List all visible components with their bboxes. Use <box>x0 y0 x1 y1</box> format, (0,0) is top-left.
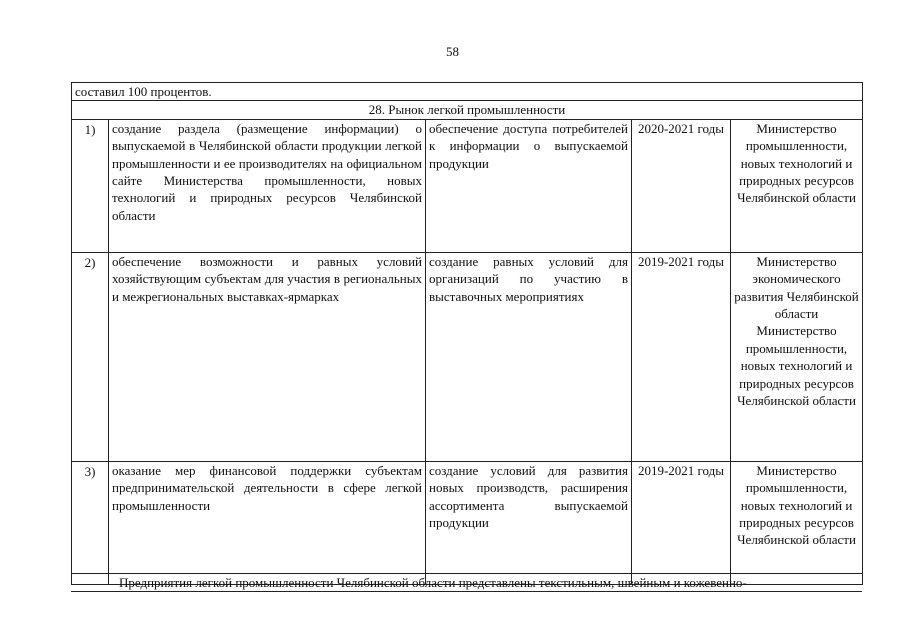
result-cell: создание равных условий для организаций по участию в выставочных мероприятиях <box>426 252 632 461</box>
responsible-cell: Министерство экономического развития Челябинской области Министерство промышленности, новых технологий и природных ресурсов Челябинской области <box>731 252 863 461</box>
row-number: 3) <box>72 461 109 584</box>
period-cell: 2020-2021 годы <box>632 119 731 252</box>
responsible-cell: Министерство промышленности, новых технологий и природных ресурсов Челябинской области <box>731 461 863 584</box>
measures-table <box>71 82 863 585</box>
table-row <box>72 119 863 252</box>
table-row <box>72 252 863 461</box>
continuation-paragraph: Предприятия легкой промышленности Челябинской области представлены текстильным, швейным и кожевенно- <box>71 573 862 591</box>
responsible-cell: Министерство промышленности, новых технологий и природных ресурсов Челябинской области <box>731 119 863 252</box>
section-title-row <box>72 101 863 119</box>
table-row <box>72 461 863 584</box>
measure-cell: создание раздела (размещение информации) о выпускаемой в Челябинской области продукции легкой промышленности и ее производителях на официальном сайте Министерства промышленности, новых технологий и природных ресурсов Челябинской области <box>109 119 426 252</box>
measure-cell: оказание мер финансовой поддержки субъектам предпринимательской деятельности в сфере легкой промышленности <box>109 461 426 584</box>
result-cell: создание условий для развития новых производств, расширения ассортимента выпускаемой продукции <box>426 461 632 584</box>
result-cell: обеспечение доступа потребителей к информации о выпускаемой продукции <box>426 119 632 252</box>
section-title: 28. Рынок легкой промышленности <box>72 101 863 119</box>
row-number: 1) <box>72 119 109 252</box>
bottom-rule <box>71 591 862 592</box>
intro-row <box>72 83 863 101</box>
row-number: 2) <box>72 252 109 461</box>
intro-text: составил 100 процентов. <box>72 83 863 101</box>
period-cell: 2019-2021 годы <box>632 252 731 461</box>
measure-cell: обеспечение возможности и равных условий хозяйствующим субъектам для участия в региональных и межрегиональных выставках-ярмарках <box>109 252 426 461</box>
page-number: 58 <box>446 44 459 59</box>
period-cell: 2019-2021 годы <box>632 461 731 584</box>
